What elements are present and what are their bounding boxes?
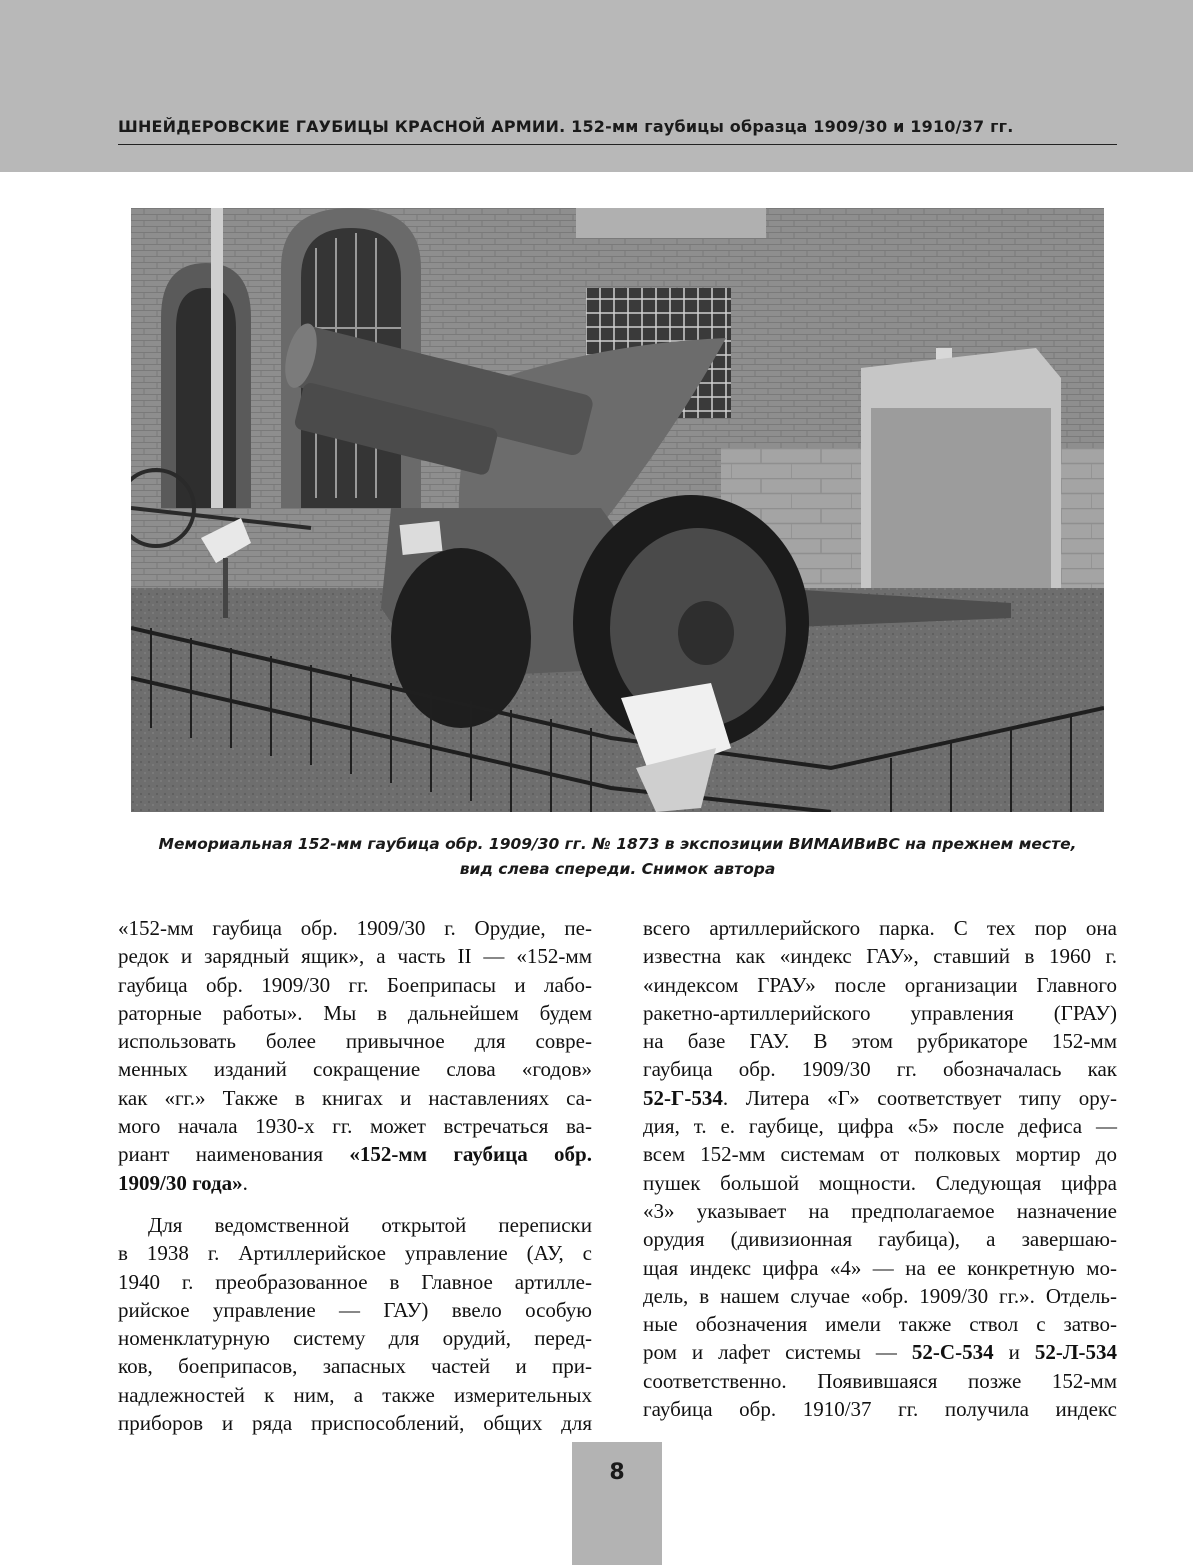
text-segment: орудия (дивизионная гаубица), а завершаю- bbox=[643, 1227, 1117, 1252]
text-segment: 1940 г. преобразованное в Главное артилле- bbox=[118, 1269, 592, 1294]
text-segment: ные обозначения имели также ствол с затво- bbox=[643, 1312, 1117, 1337]
text-segment: менных изданий сокращение слова «годов» bbox=[118, 1057, 592, 1082]
text-line bbox=[118, 1324, 592, 1352]
page-number: 8 bbox=[609, 1460, 625, 1485]
text-segment: в 1938 г. Артиллерийское управление (АУ, с bbox=[118, 1241, 592, 1266]
text-line bbox=[643, 1254, 1117, 1282]
right-text-column bbox=[643, 914, 1117, 1423]
text-line bbox=[118, 1352, 592, 1380]
caption-line-2: вид слева спереди. Снимок автора bbox=[459, 860, 776, 878]
text-line bbox=[118, 1211, 592, 1239]
text-segment: всем 152-мм системам от полковых мортир до bbox=[643, 1142, 1117, 1167]
text-segment: «3» указывает на предполагаемое назначение bbox=[643, 1198, 1117, 1223]
text-segment: ром и лафет системы — bbox=[643, 1340, 912, 1365]
text-line bbox=[118, 1381, 592, 1409]
text-segment: дель, в нашем случае «обр. 1909/30 гг.». Отдель- bbox=[643, 1283, 1117, 1308]
text-segment: рийское управление — ГАУ) ввело особую bbox=[118, 1297, 592, 1322]
text-line bbox=[643, 1140, 1117, 1168]
text-segment: ков, боеприпасов, запасных частей и при- bbox=[118, 1354, 592, 1379]
text-segment: «152-мм гаубица обр. 1909/30 г. Орудие, пе- bbox=[118, 916, 592, 940]
text-line bbox=[118, 1027, 592, 1055]
text-segment: . bbox=[242, 1170, 248, 1195]
text-segment: дия, т. е. гаубице, цифра «5» после дефиса — bbox=[643, 1114, 1117, 1139]
text-segment: пушек большой мощности. Следующая цифра bbox=[643, 1170, 1117, 1195]
text-line bbox=[643, 1169, 1117, 1197]
text-line bbox=[118, 914, 592, 942]
text-line bbox=[643, 1282, 1117, 1310]
text-line bbox=[118, 942, 592, 970]
caption-line-1: Мемориальная 152-мм гаубица обр. 1909/30 гг. № 1873 в экспозиции ВИМАИВиВС на прежнем месте, bbox=[158, 835, 1077, 853]
text-line bbox=[643, 1112, 1117, 1140]
text-line bbox=[643, 971, 1117, 999]
text-line bbox=[118, 1409, 592, 1437]
text-line bbox=[118, 1084, 592, 1112]
text-segment: гаубица обр. 1909/30 гг. обозначалась как bbox=[643, 1057, 1117, 1082]
text-segment: надлежностей к ним, а также измерительных bbox=[118, 1382, 592, 1407]
text-line bbox=[643, 1395, 1117, 1423]
text-line bbox=[643, 914, 1117, 942]
text-line bbox=[118, 1169, 592, 1197]
text-line bbox=[118, 1239, 592, 1267]
text-line bbox=[643, 1225, 1117, 1253]
bold-text-segment: 52-Л-534 bbox=[1034, 1340, 1117, 1365]
text-segment: соответственно. Появившаяся позже 152-мм bbox=[643, 1368, 1117, 1393]
text-line bbox=[643, 942, 1117, 970]
text-line bbox=[643, 1310, 1117, 1338]
text-segment: риант наименования bbox=[118, 1142, 350, 1167]
text-line bbox=[118, 971, 592, 999]
text-line bbox=[643, 1084, 1117, 1112]
text-line bbox=[643, 1338, 1117, 1366]
text-segment: на базе ГАУ. В этом рубрикаторе 152-мм bbox=[643, 1029, 1117, 1054]
paragraph-gap bbox=[118, 1197, 592, 1211]
running-title: ШНЕЙДЕРОВСКИЕ ГАУБИЦЫ КРАСНОЙ АРМИИ. 152-мм гаубицы образца 1909/30 и 1910/37 гг. bbox=[118, 117, 1014, 136]
left-text-column bbox=[118, 914, 592, 1437]
bold-text-segment: 1909/30 года» bbox=[118, 1170, 243, 1195]
text-segment: «индексом ГРАУ» после организации Главного bbox=[643, 972, 1117, 997]
bold-text-segment: 52-С-534 bbox=[911, 1340, 994, 1365]
text-segment: и bbox=[993, 1340, 1035, 1365]
bold-text-segment: «152-мм гаубица обр. bbox=[349, 1142, 592, 1167]
text-line bbox=[643, 1367, 1117, 1395]
text-segment: раторные работы». Мы в дальнейшем будем bbox=[118, 1000, 592, 1025]
text-line bbox=[118, 1268, 592, 1296]
text-segment: редок и зарядный ящик», а часть II — «152-мм bbox=[118, 944, 592, 969]
bold-text-segment: 52-Г-534 bbox=[643, 1085, 723, 1110]
text-segment: известна как «индекс ГАУ», ставший в 1960 г. bbox=[643, 944, 1117, 969]
text-line bbox=[118, 999, 592, 1027]
figure-caption bbox=[131, 832, 1104, 882]
text-line bbox=[643, 999, 1117, 1027]
text-line bbox=[118, 1296, 592, 1324]
text-segment: всего артиллерийского парка. С тех пор она bbox=[643, 916, 1117, 940]
text-line bbox=[118, 1055, 592, 1083]
text-segment: щая индекс цифра «4» — на ее конкретную мо- bbox=[643, 1255, 1117, 1280]
text-line bbox=[643, 1055, 1117, 1083]
text-segment: гаубица обр. 1909/30 гг. Боеприпасы и лабо- bbox=[118, 972, 592, 997]
text-line bbox=[118, 1140, 592, 1168]
howitzer-photo bbox=[131, 208, 1104, 812]
text-segment: ракетно-артиллерийского управления (ГРАУ) bbox=[643, 1000, 1117, 1025]
text-segment: . Литера «Г» соответствует типу ору- bbox=[722, 1085, 1117, 1110]
page-number-box bbox=[572, 1442, 662, 1565]
text-segment: использовать более привычное для совре- bbox=[118, 1029, 592, 1054]
text-segment: мого начала 1930-х гг. может встречаться ва- bbox=[118, 1114, 592, 1139]
text-segment: гаубица обр. 1910/37 гг. получила индекс bbox=[643, 1397, 1117, 1422]
text-line bbox=[118, 1112, 592, 1140]
text-segment: приборов и ряда приспособлений, общих для bbox=[118, 1411, 592, 1436]
text-segment: номенклатурную систему для орудий, перед- bbox=[118, 1326, 592, 1351]
header-rule bbox=[118, 144, 1117, 145]
header-band bbox=[0, 0, 1193, 172]
text-segment: как «гг.» Также в книгах и наставлениях са- bbox=[118, 1085, 592, 1110]
text-segment: Для ведомственной открытой переписки bbox=[148, 1212, 592, 1237]
text-line bbox=[643, 1197, 1117, 1225]
text-line bbox=[643, 1027, 1117, 1055]
